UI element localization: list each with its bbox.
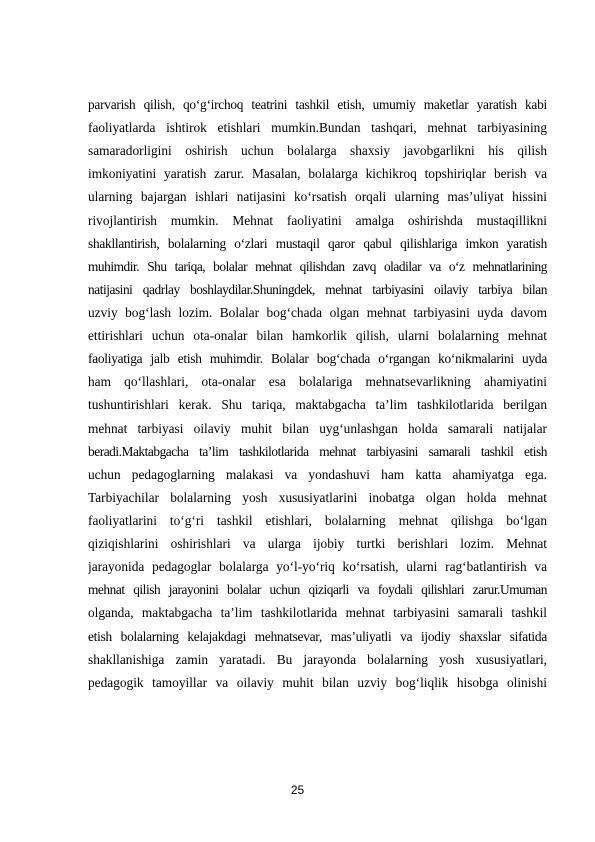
- text-line: ettirishlari uchun ota-onalar bilan hamkorlik qilish, ularni bolalarning mehnat: [88, 328, 547, 344]
- text-line: uchun pedagoglarning malakasi va yondashuvi ham katta ahamiyatga ega.: [88, 466, 547, 482]
- text-line: ularning bajargan ishlari natijasini ko‘rsatish orqali ularning mas’uliyat hissini: [88, 189, 547, 205]
- text-line: qiziqishlarini oshirishlari va ularga ijobiy turtki berishlari lozim. Mehnat: [88, 536, 547, 552]
- text-line: rivojlantirish mumkin. Mehnat faoliyatini amalga oshirishda mustaqillikni: [88, 212, 547, 228]
- text-line: muhimdir. Shu tariqa, bolalar mehnat qilishdan zavq oladilar va o‘z mehnatlarining: [88, 258, 547, 274]
- text-line: jarayonida pedagoglar bolalarga yo‘l-yo‘riq ko‘rsatish, ularni rag‘batlantirish va: [88, 559, 547, 575]
- text-line: natijasini qadrlay boshlaydilar.Shuningdek, mehnat tarbiyasini oilaviy tarbiya bilan: [88, 281, 547, 297]
- text-line: faoliyatiga jalb etish muhimdir. Bolalar bog‘chada o‘rgangan ko‘nikmalarini uyda: [88, 351, 547, 367]
- page-number: 25: [290, 783, 305, 797]
- text-line: Tarbiyachilar bolalarning yosh xususiyatlarini inobatga olgan holda mehnat: [88, 489, 547, 505]
- text-line: parvarish qilish, qo‘g‘irchoq teatrini tashkil etish, umumiy maketlar yaratish kabi: [88, 97, 547, 112]
- text-line: shakllanishiga zamin yaratadi. Bu jarayonda bolalarning yosh xususiyatlari,: [88, 651, 547, 667]
- text-line: shakllantirish, bolalarning o‘zlari mustaqil qaror qabul qilishlariga imkon yaratish: [88, 235, 547, 251]
- text-line: samaradorligini oshirish uchun bolalarga shaxsiy javobgarlikni his qilish: [88, 143, 547, 159]
- text-line: mehnat tarbiyasi oilaviy muhit bilan uyg‘unlashgan holda samarali natijalar: [88, 420, 547, 436]
- text-line: mehnat qilish jarayonini bolalar uchun qiziqarli va foydali qilishlari zarur.Umuman: [88, 582, 547, 598]
- text-line: beradi.Maktabgacha ta’lim tashkilotlarida mehnat tarbiyasini samarali tashkil etish: [88, 443, 547, 459]
- text-line: tushuntirishlari kerak. Shu tariqa, maktabgacha ta’lim tashkilotlarida berilgan: [88, 397, 547, 413]
- text-line: uzviy bog‘lash lozim. Bolalar bog‘chada olgan mehnat tarbiyasini uyda davom: [88, 304, 547, 320]
- text-line: faoliyatlarini to‘g‘ri tashkil etishlari, bolalarning mehnat qilishga bo‘lgan: [88, 512, 547, 528]
- text-line: pedagogik tamoyillar va oilaviy muhit bilan uzviy bog‘liqlik hisobga olinishi: [88, 674, 547, 690]
- text-line: ham qo‘llashlari, ota-onalar esa bolalariga mehnatsevarlikning ahamiyatini: [88, 374, 547, 390]
- body-text: [88, 93, 547, 694]
- text-line: etish bolalarning kelajakdagi mehnatsevar, mas’uliyatli va ijodiy shaxslar sifatida: [88, 628, 547, 644]
- text-line: imkoniyatini yaratish zarur. Masalan, bolalarga kichikroq topshiriqlar berish va: [88, 166, 547, 182]
- text-line: olganda, maktabgacha ta’lim tashkilotlarida mehnat tarbiyasini samarali tashkil: [88, 605, 547, 621]
- text-line: faoliyatlarda ishtirok etishlari mumkin.Bundan tashqari, mehnat tarbiyasining: [88, 120, 547, 136]
